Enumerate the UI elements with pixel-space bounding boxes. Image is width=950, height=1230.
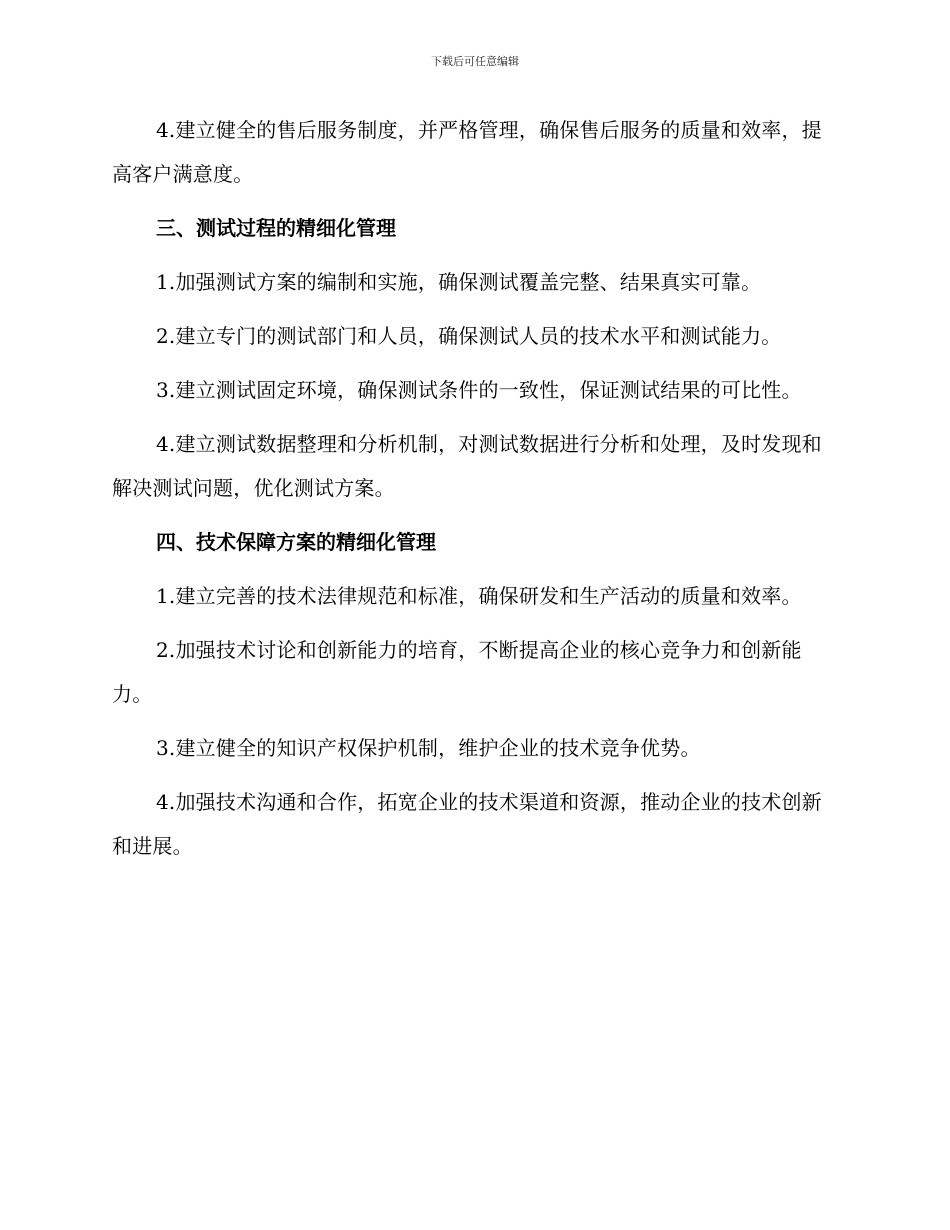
paragraph-testing-2: 2.建立专门的测试部门和人员，确保测试人员的技术水平和测试能力。 (156, 324, 782, 348)
paragraph-testing-4: 4.建立测试数据整理和分析机制，对测试数据进行分析和处理，及时发现和解决测试问题，优化测试方案。 (112, 432, 822, 500)
section-heading-testing: 三、测试过程的精细化管理 (156, 216, 396, 240)
header-note: 下载后可任意编辑 (431, 55, 519, 68)
paragraph-testing-1: 1.加强测试方案的编制和实施，确保测试覆盖完整、结果真实可靠。 (156, 270, 762, 294)
paragraph-after-sales-4: 4.建立健全的售后服务制度，并严格管理，确保售后服务的质量和效率，提高客户满意度。 (112, 118, 822, 186)
paragraph-testing-3: 3.建立测试固定环境，确保测试条件的一致性，保证测试结果的可比性。 (156, 378, 802, 402)
section-heading-tech-support: 四、技术保障方案的精细化管理 (156, 530, 436, 554)
paragraph-tech-4: 4.加强技术沟通和合作，拓宽企业的技术渠道和资源，推动企业的技术创新和进展。 (112, 790, 822, 858)
document-body (112, 108, 830, 878)
paragraph-tech-3: 3.建立健全的知识产权保护机制，维护企业的技术竞争优势。 (156, 736, 701, 760)
paragraph-tech-1: 1.建立完善的技术法律规范和标准，确保研发和生产活动的质量和效率。 (156, 584, 802, 608)
paragraph-tech-2: 2.加强技术讨论和创新能力的培育，不断提高企业的核心竞争力和创新能力。 (112, 638, 802, 706)
